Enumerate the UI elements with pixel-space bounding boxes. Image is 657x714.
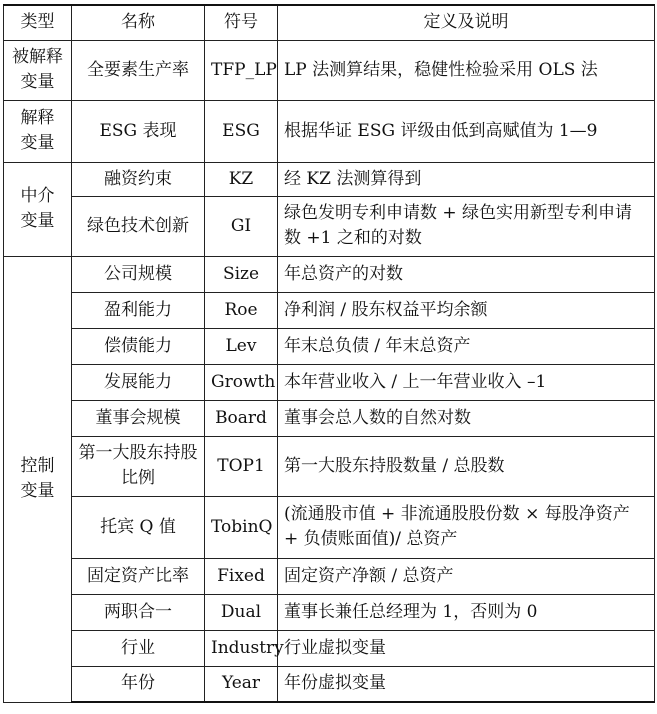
variable-name: 年份: [72, 666, 205, 702]
variable-name: 董事会规模: [72, 400, 205, 436]
table-row: [4, 328, 655, 364]
variable-definition: 年总资产的对数: [278, 256, 655, 292]
variable-definition: 根据华证 ESG 评级由低到高赋值为 1—9: [278, 100, 655, 162]
variable-definition: 净利润 / 股东权益平均余额: [278, 292, 655, 328]
variable-definition: (流通股市值 + 非流通股股份数 × 每股净资产 + 负债账面值)/ 总资产: [278, 496, 655, 558]
variable-name: 固定资产比率: [72, 558, 205, 594]
variable-definition: 董事长兼任总经理为 1，否则为 0: [278, 594, 655, 630]
type-label-line: 变量: [20, 133, 55, 153]
variable-definition: 第一大股东持股数量 / 总股数: [278, 436, 655, 496]
table-row: [4, 162, 655, 196]
type-label-line: 控制: [20, 456, 55, 477]
table-row: [4, 496, 655, 558]
table-row: [4, 256, 655, 292]
table-row: [4, 364, 655, 400]
table-row: [4, 40, 655, 100]
type-label-line: 中介: [20, 186, 55, 207]
variable-name: 第一大股东持股比例: [72, 436, 205, 496]
variable-name: 托宾 Q 值: [72, 496, 205, 558]
table-row: [4, 666, 655, 702]
table-row: [4, 436, 655, 496]
table-row: [4, 558, 655, 594]
variable-symbol: Industry: [205, 630, 278, 666]
variable-definition: 经 KZ 法测算得到: [278, 162, 655, 196]
variable-symbol: Size: [205, 256, 278, 292]
variable-symbol: GI: [205, 196, 278, 256]
variable-name: 偿债能力: [72, 328, 205, 364]
type-cell-control: [4, 256, 72, 702]
type-cell-dependent: [4, 40, 72, 100]
type-label-line: 解释: [20, 108, 55, 129]
variable-definition: 年份虚拟变量: [278, 666, 655, 702]
variable-symbol: ESG: [205, 100, 278, 162]
variable-name: 发展能力: [72, 364, 205, 400]
variable-symbol: Board: [205, 400, 278, 436]
variable-definition: 绿色发明专利申请数 + 绿色实用新型专利申请数 +1 之和的对数: [278, 196, 655, 256]
type-label-line: 被解释: [12, 47, 63, 68]
type-label-line: 变量: [20, 72, 55, 92]
header-type: 类型: [4, 5, 72, 40]
variable-definition-table: [3, 4, 655, 703]
type-label-line: 变量: [20, 211, 55, 231]
variable-definition: 行业虚拟变量: [278, 630, 655, 666]
variable-name: ESG 表现: [72, 100, 205, 162]
variable-name: 公司规模: [72, 256, 205, 292]
variable-name: 绿色技术创新: [72, 196, 205, 256]
variable-name: 全要素生产率: [72, 40, 205, 100]
variable-symbol: TOP1: [205, 436, 278, 496]
variable-definition: 董事会总人数的自然对数: [278, 400, 655, 436]
variable-definition: LP 法测算结果，稳健性检验采用 OLS 法: [278, 40, 655, 100]
variable-symbol: Dual: [205, 594, 278, 630]
variable-symbol: Year: [205, 666, 278, 702]
type-cell-independent: [4, 100, 72, 162]
variable-symbol: KZ: [205, 162, 278, 196]
table-row: [4, 630, 655, 666]
table-row: [4, 594, 655, 630]
variable-name: 融资约束: [72, 162, 205, 196]
header-name: 名称: [72, 5, 205, 40]
variable-symbol: TFP_LP: [205, 40, 278, 100]
variable-definition: 本年营业收入 / 上一年营业收入 –1: [278, 364, 655, 400]
variable-symbol: Growth: [205, 364, 278, 400]
table-row: [4, 196, 655, 256]
header-symbol: 符号: [205, 5, 278, 40]
variable-definition: 固定资产净额 / 总资产: [278, 558, 655, 594]
variable-name: 两职合一: [72, 594, 205, 630]
table-header-row: [4, 5, 655, 40]
header-definition: 定义及说明: [278, 5, 655, 40]
type-cell-mediator: [4, 162, 72, 256]
table-row: [4, 292, 655, 328]
variable-symbol: TobinQ: [205, 496, 278, 558]
type-label-line: 变量: [20, 481, 55, 501]
variable-name: 盈利能力: [72, 292, 205, 328]
table-row: [4, 100, 655, 162]
table-row: [4, 400, 655, 436]
variable-symbol: Lev: [205, 328, 278, 364]
variable-symbol: Fixed: [205, 558, 278, 594]
variable-symbol: Roe: [205, 292, 278, 328]
variable-definition: 年末总负债 / 年末总资产: [278, 328, 655, 364]
variable-name: 行业: [72, 630, 205, 666]
